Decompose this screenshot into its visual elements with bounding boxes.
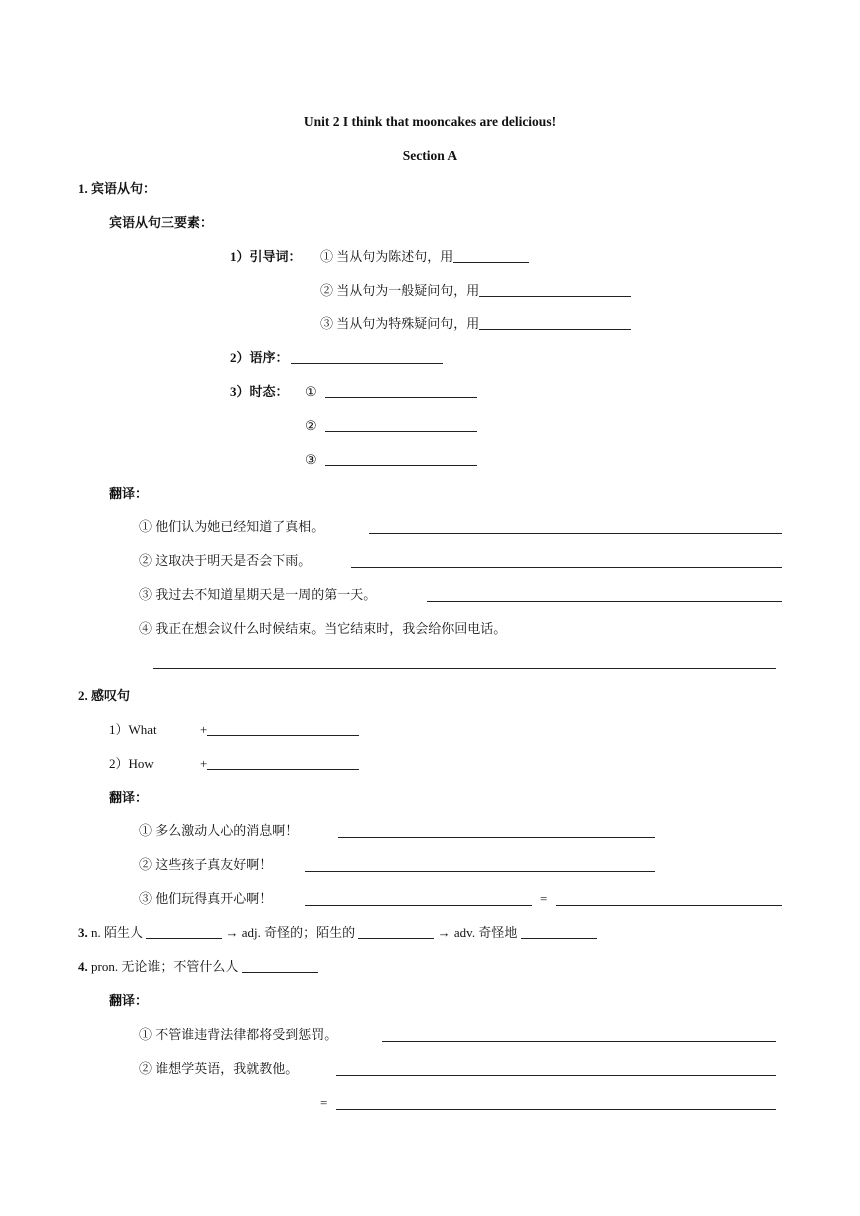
s4-translate-1: ① 不管谁违背法律都将受到惩罚。 xyxy=(139,1027,338,1042)
what-blank[interactable] xyxy=(207,722,359,736)
guide-blank-1[interactable] xyxy=(453,249,529,263)
s4-translate-2: ② 谁想学英语，我就教他。 xyxy=(139,1061,299,1076)
s3-adv: → adv. 奇怪地 xyxy=(437,925,518,940)
tense-mark-3: ③ xyxy=(305,452,317,467)
order-label: 2）语序： xyxy=(230,350,289,365)
s4-translate-blank-2[interactable] xyxy=(336,1075,776,1076)
s1-translate-blank-4[interactable] xyxy=(153,668,776,669)
guide-item-1-text: ① 当从句为陈述句，用 xyxy=(320,249,454,264)
tense-blank-1[interactable] xyxy=(325,384,477,398)
s2-translate-1: ① 多么激动人心的消息啊！ xyxy=(139,823,299,838)
s2-equals: = xyxy=(540,891,548,906)
section-title: Section A xyxy=(402,148,458,163)
tense-mark-1: ① xyxy=(305,384,317,399)
how-blank[interactable] xyxy=(207,756,359,770)
how-row xyxy=(109,756,154,772)
order-row xyxy=(230,350,443,366)
s4-row xyxy=(78,959,318,975)
what-plus: + xyxy=(200,722,208,737)
guide-item-3 xyxy=(320,316,631,332)
guide-label: 1）引导词： xyxy=(230,249,302,264)
s2-translate-blank-2[interactable] xyxy=(305,871,655,872)
tense-label: 3）时态： xyxy=(230,384,289,399)
s4-translate-blank-3[interactable] xyxy=(336,1109,776,1110)
guide-item-2-text: ② 当从句为一般疑问句，用 xyxy=(320,283,480,298)
s2-translate-blank-1[interactable] xyxy=(338,837,655,838)
s4-translate-label: 翻译： xyxy=(109,993,149,1008)
guide-item-2 xyxy=(320,283,631,299)
how-plus-row xyxy=(200,756,359,772)
tense-blank-3[interactable] xyxy=(325,452,477,466)
s4-blank-1[interactable] xyxy=(242,959,318,973)
s2-translate-blank-3b[interactable] xyxy=(556,905,782,906)
s3-blank-3[interactable] xyxy=(521,925,597,939)
s1-translate-1: ① 他们认为她已经知道了真相。 xyxy=(139,519,325,534)
s1-translate-blank-3[interactable] xyxy=(427,601,782,602)
s4-equals: = xyxy=(320,1095,328,1110)
how-plus: + xyxy=(200,756,208,771)
what-plus-row xyxy=(200,722,359,738)
s2-translate-blank-3a[interactable] xyxy=(305,905,532,906)
tense-blank-2[interactable] xyxy=(325,418,477,432)
tense-item-3 xyxy=(305,452,477,468)
s3-noun: n. 陌生人 xyxy=(91,925,144,940)
s2-translate-2: ② 这些孩子真友好啊！ xyxy=(139,857,273,872)
s1-translate-blank-1[interactable] xyxy=(369,533,782,534)
s3-row xyxy=(78,925,597,941)
order-blank[interactable] xyxy=(291,350,443,364)
s1-translate-2: ② 这取决于明天是否会下雨。 xyxy=(139,553,312,568)
tense-item-2 xyxy=(305,418,477,434)
what-row xyxy=(109,722,157,738)
how-label: 2）How xyxy=(109,756,154,771)
document-title: Unit 2 I think that mooncakes are delicious! xyxy=(303,114,557,129)
tense-item-1 xyxy=(305,384,477,400)
s1-heading: 1. 宾语从句： xyxy=(78,181,157,196)
guide-blank-2[interactable] xyxy=(479,283,631,297)
s3-adj: → adj. 奇怪的；陌生的 xyxy=(225,925,356,940)
tense-mark-2: ② xyxy=(305,418,317,433)
what-label: 1）What xyxy=(109,722,157,737)
s4-translate-blank-1[interactable] xyxy=(382,1041,776,1042)
s3-number: 3. xyxy=(78,925,88,940)
guide-item-1 xyxy=(320,249,529,265)
s3-blank-1[interactable] xyxy=(146,925,222,939)
s1-translate-4: ④ 我正在想会议什么时候结束。当它结束时，我会给你回电话。 xyxy=(139,621,507,636)
s1-translate-3: ③ 我过去不知道星期天是一周的第一天。 xyxy=(139,587,377,602)
s2-translate-3: ③ 他们玩得真开心啊！ xyxy=(139,891,273,906)
s4-number: 4. xyxy=(78,959,88,974)
s2-translate-label: 翻译： xyxy=(109,790,149,805)
s3-blank-2[interactable] xyxy=(358,925,434,939)
guide-item-3-text: ③ 当从句为特殊疑问句，用 xyxy=(320,316,480,331)
s1-translate-blank-2[interactable] xyxy=(351,567,782,568)
s1-subheading: 宾语从句三要素： xyxy=(109,215,214,230)
s4-pron: pron. 无论谁；不管什么人 xyxy=(91,959,239,974)
s1-translate-label: 翻译： xyxy=(109,486,149,501)
guide-blank-3[interactable] xyxy=(479,316,631,330)
s2-heading: 2. 感叹句 xyxy=(78,688,131,703)
